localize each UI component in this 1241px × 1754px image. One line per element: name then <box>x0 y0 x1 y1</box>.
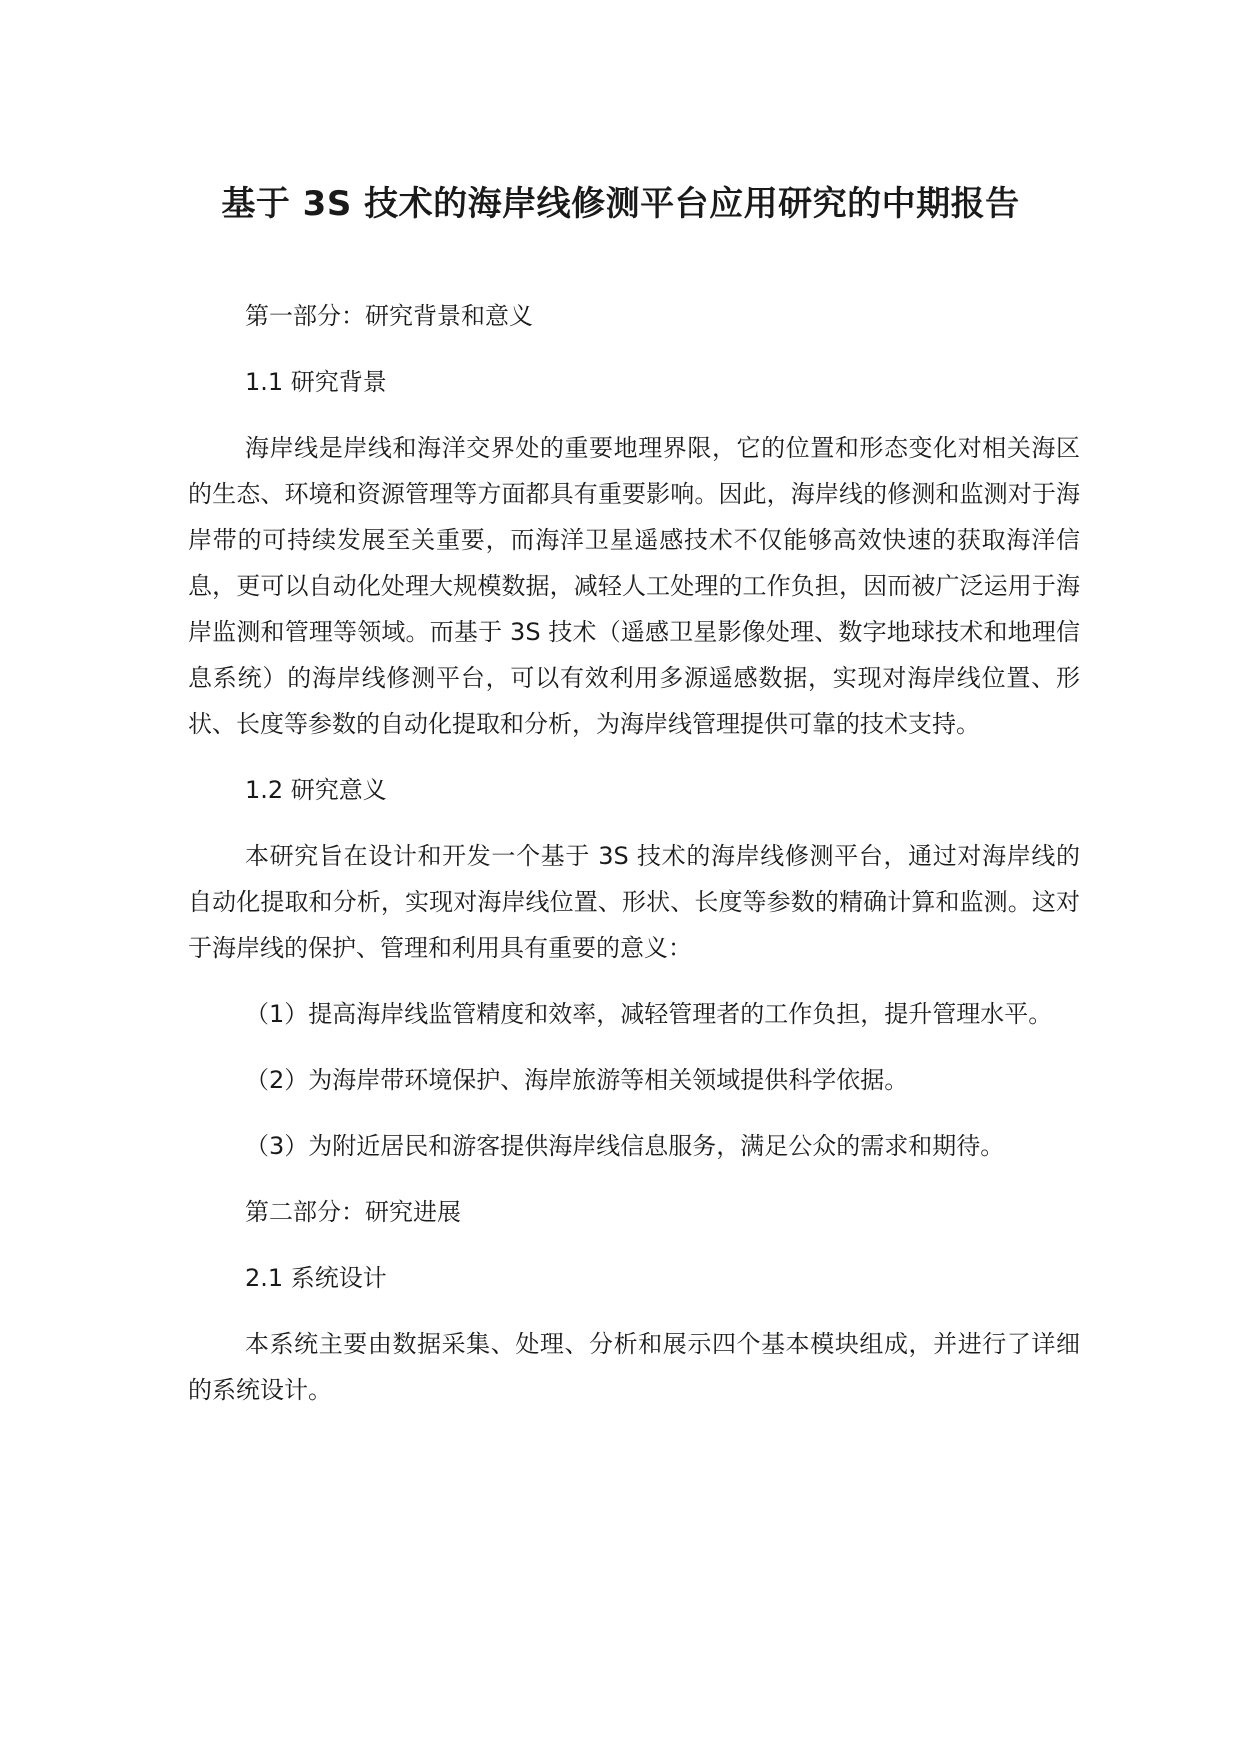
section-2-1-heading: 2.1 系统设计 <box>245 1264 387 1292</box>
research-background-paragraph: 海岸线是岸线和海洋交界处的重要地理界限，它的位置和形态变化对相关海区的生态、环境和资源管理等方面都具有重要影响。因此，海岸线的修测和监测对于海岸带的可持续发展至关重要，而海洋卫星遥感技术不仅能够高效快速的获取海洋信息，更可以自动化处理大规模数据，减轻人工处理的工作负担，因而被广泛运用于海岸监测和管理等领域。而基于 3S 技术（遥感卫星影像处理、数字地球技术和地理信息系统）的海岸线修测平台，可以有效利用多源遥感数据，实现对海岸线位置、形状、长度等参数的自动化提取和分析，为海岸线管理提供可靠的技术支持。 <box>188 434 1080 738</box>
document-body <box>188 293 1080 1433</box>
significance-item-1: （1）提高海岸线监管精度和效率，减轻管理者的工作负担，提升管理水平。 <box>245 1000 1053 1028</box>
section-1-2-heading: 1.2 研究意义 <box>245 776 387 804</box>
system-design-paragraph: 本系统主要由数据采集、处理、分析和展示四个基本模块组成，并进行了详细的系统设计。 <box>188 1330 1080 1404</box>
section-1-1-heading: 1.1 研究背景 <box>245 368 387 396</box>
part-two-heading: 第二部分：研究进展 <box>245 1198 461 1226</box>
part-one-heading: 第一部分：研究背景和意义 <box>245 302 533 330</box>
significance-item-2: （2）为海岸带环境保护、海岸旅游等相关领域提供科学依据。 <box>245 1066 909 1094</box>
significance-item-3: （3）为附近居民和游客提供海岸线信息服务，满足公众的需求和期待。 <box>245 1132 1005 1160</box>
research-significance-paragraph: 本研究旨在设计和开发一个基于 3S 技术的海岸线修测平台，通过对海岸线的自动化提取和分析，实现对海岸线位置、形状、长度等参数的精确计算和监测。这对于海岸线的保护、管理和利用具有重要的意义： <box>188 842 1080 962</box>
document-title: 基于 3S 技术的海岸线修测平台应用研究的中期报告 <box>221 184 1020 224</box>
